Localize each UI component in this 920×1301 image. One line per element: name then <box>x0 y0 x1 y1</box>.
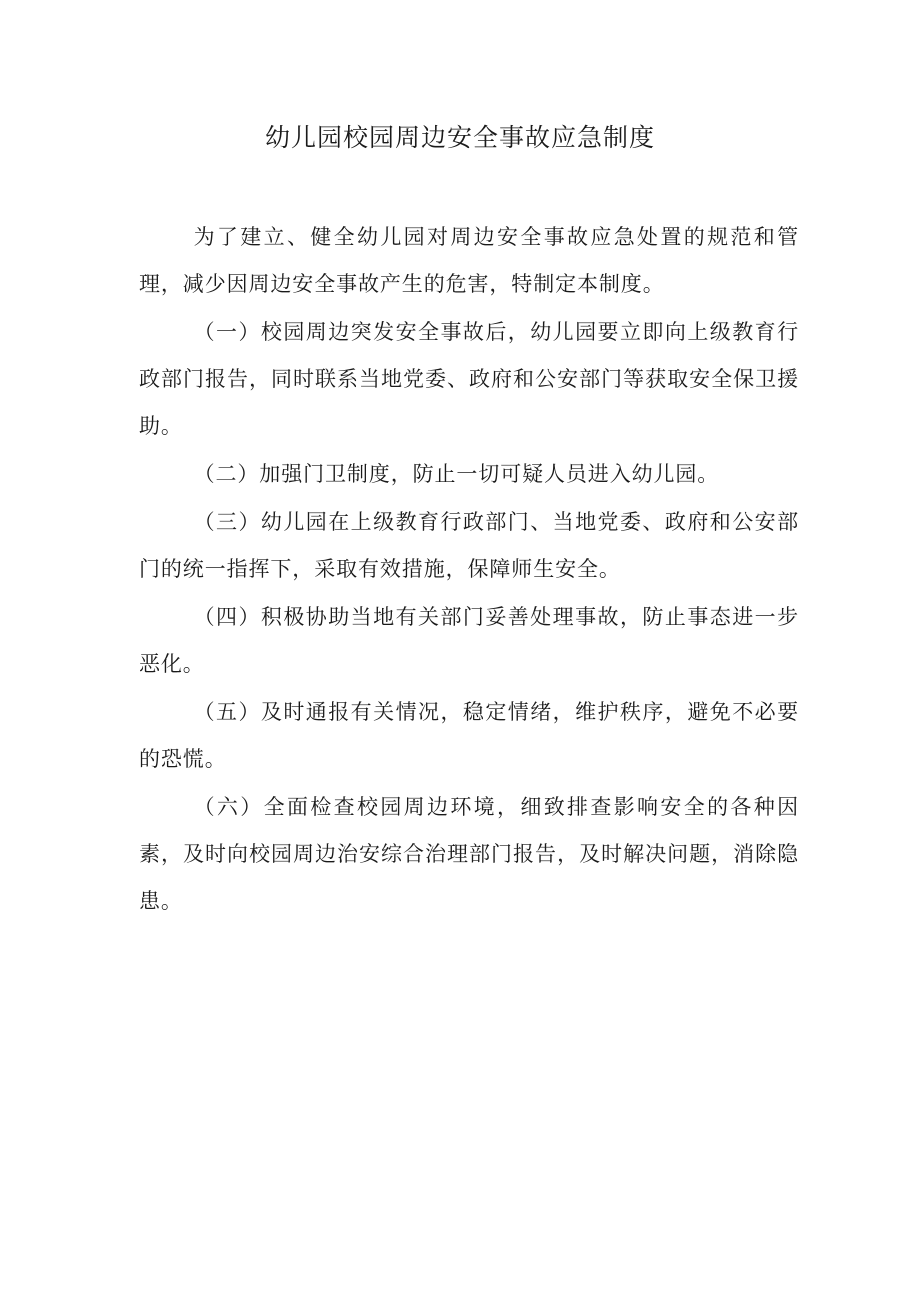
document-body <box>139 214 799 926</box>
intro-paragraph: 为了建立、健全幼儿园对周边安全事故应急处置的规范和管理，减少因周边安全事故产生的危害，特制定本制度。 <box>139 225 799 296</box>
document-title: 幼儿园校园周边安全事故应急制度 <box>264 123 655 152</box>
clause-1-paragraph: （一）校园周边突发安全事故后，幼儿园要立即向上级教育行政部门报告，同时联系当地党委、政府和公安部门等获取安全保卫援助。 <box>139 320 799 438</box>
clause-4-paragraph: （四）积极协助当地有关部门妥善处理事故，防止事态进一步恶化。 <box>139 605 799 676</box>
clause-3-paragraph: （三）幼儿园在上级教育行政部门、当地党委、政府和公安部门的统一指挥下，采取有效措施，保障师生安全。 <box>139 510 799 581</box>
clause-2-paragraph: （二）加强门卫制度，防止一切可疑人员进入幼儿园。 <box>193 462 720 486</box>
clause-6-paragraph: （六）全面检查校园周边环境，细致排查影响安全的各种因素，及时向校园周边治安综合治理部门报告，及时解决问题，消除隐患。 <box>139 795 799 913</box>
clause-5-paragraph: （五）及时通报有关情况，稳定情绪，维护秩序，避免不必要的恐慌。 <box>139 700 799 771</box>
